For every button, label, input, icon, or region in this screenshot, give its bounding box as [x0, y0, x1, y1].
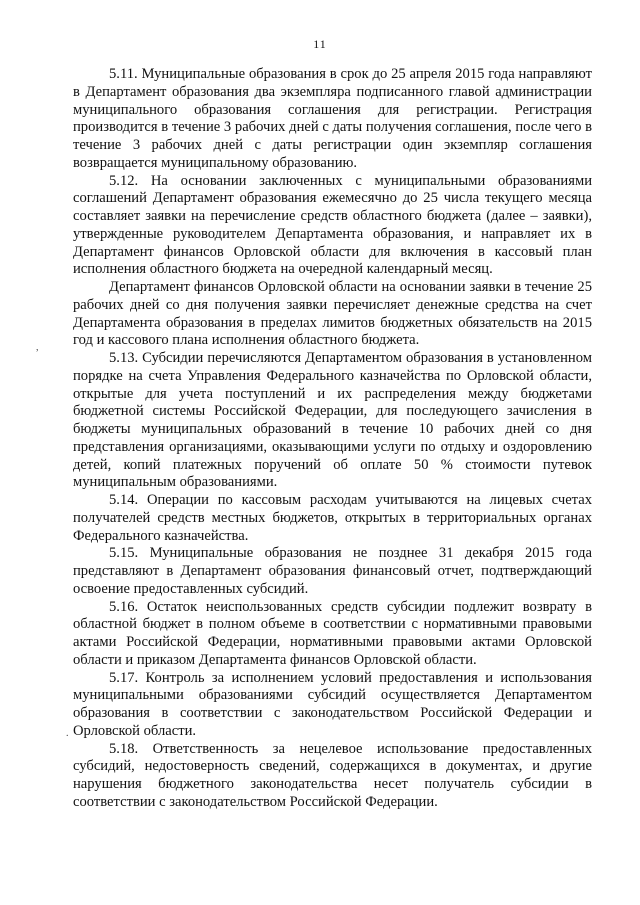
paragraph-5-15: 5.15. Муниципальные образования не позднее 31 декабря 2015 года представляют в Департамент образования финансовый отчет, подтверждающий освоение предоставленных субсидий. [73, 545, 592, 597]
document-body [73, 66, 592, 812]
page-number: 11 [313, 37, 327, 51]
paragraph-5-16: 5.16. Остаток неиспользованных средств субсидии подлежит возврату в областной бюджет в полном объеме в соответствии с нормативными правовыми актами Российской Федерации, нормативными правовыми актами Орловской области и приказом Департамента финансов Орловской области. [73, 598, 592, 668]
paragraph-finance-department: Департамент финансов Орловской области на основании заявки в течение 25 рабочих дней со дня получения заявки перечисляет денежные средства на счет Департамента образования в пределах лимитов бюджетных обязательств на 2015 год и кассового плана исполнения областного бюджета. [73, 279, 592, 349]
paragraph-5-17: 5.17. Контроль за исполнением условий предоставления и использования муниципальными образованиями субсидий осуществляется Департаментом образования в соответствии с законодательством Российской Федерации и Орловской области. [73, 669, 592, 739]
paragraph-5-12: 5.12. На основании заключенных с муниципальными образованиями соглашений Департамент образования ежемесячно до 25 числа текущего месяца составляет заявки на перечисление средств областного бюджета (далее – заявки), утвержденные руководителем Департамента образования, и направляет их в Департамент финансов Орловской области для включения в кассовый план исполнения областного бюджета на очередной календарный месяц. [73, 172, 592, 278]
paragraph-5-18: 5.18. Ответственность за нецелевое использование предоставленных субсидий, недостоверность сведений, содержащихся в документах, и другие нарушения бюджетного законодательства несет получатель субсидии в соответствии с законодательством Российской Федерации. [73, 740, 592, 810]
margin-mark: , [36, 342, 39, 353]
paragraph-5-11: 5.11. Муниципальные образования в срок до 25 апреля 2015 года направляют в Департамент образования два экземпляра подписанного главой администрации муниципального образования соглашения для регистрации. Регистрация производится в течение 3 рабочих дней с даты получения соглашения, после чего в течение 3 рабочих дней с даты регистрации один экземпляр соглашения возвращается муниципальному образованию. [73, 66, 592, 171]
paragraph-5-13: 5.13. Субсидии перечисляются Департаментом образования в установленном порядке на счета Управления Федерального казначейства по Орловской области, открытые для учета поступлений и их распределения между бюджетами бюджетной системы Российской Федерации, для последующего зачисления в бюджеты муниципальных образований в течение 10 рабочих дней со дня представления организациями, оказывающими услуги по отдыху и оздоровлению детей, копий платежных поручений об оплате 50 % стоимости путевок муниципальным образованиями. [73, 350, 592, 491]
paragraph-5-14: 5.14. Операции по кассовым расходам учитываются на лицевых счетах получателей средств местных бюджетов, открытых в территориальных органах Федерального казначейства. [73, 492, 592, 544]
margin-mark: . [66, 728, 69, 739]
